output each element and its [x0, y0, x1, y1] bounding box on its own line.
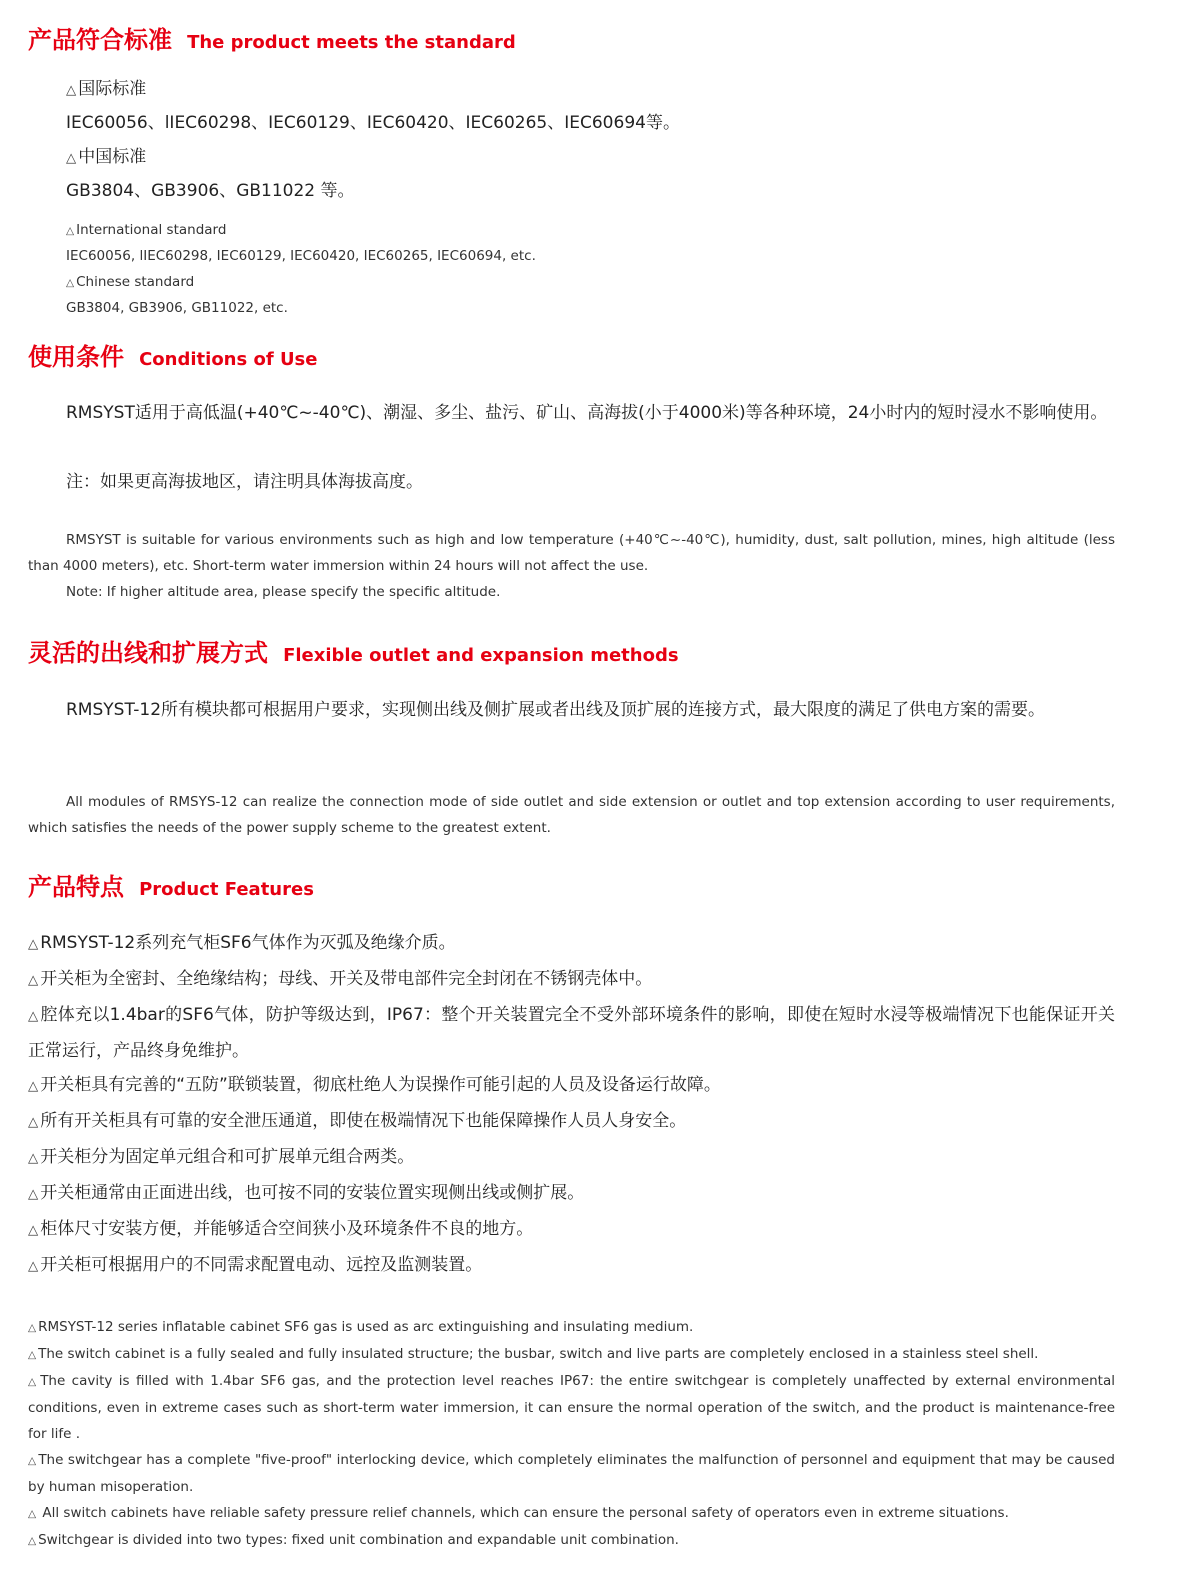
std-cn-line: △ 中国标准 [66, 147, 147, 167]
triangle-bullet-icon: △ [28, 1115, 39, 1130]
std-en-line: GB3804, GB3906, GB11022, etc. [66, 300, 288, 316]
triangle-bullet-icon: △ [28, 1508, 37, 1520]
conditions-cn-note: 注：如果更高海拔地区，请注明具体海拔高度。 [66, 472, 423, 492]
triangle-bullet-icon: △ [28, 1009, 39, 1024]
heading-en: Flexible outlet and expansion methods [283, 645, 679, 666]
triangle-bullet-icon: △ [28, 1535, 37, 1547]
triangle-bullet-icon: △ [28, 1187, 39, 1202]
conditions-en-paragraph: RMSYST is suitable for various environments such as high and low temperature (+40℃~-40℃), humidity, dust, salt pollution, mines, high altitude (less than 4000 meters), etc. Short-term water immersion within 24 hours will not affect the use. [28, 532, 1115, 574]
list-item: △ 开关柜为全密封、全绝缘结构；母线、开关及带电部件完全封闭在不锈钢壳体中。 [28, 969, 653, 989]
std-cn-line: △ 国际标准 [66, 79, 147, 99]
triangle-bullet-icon: △ [28, 1223, 39, 1238]
triangle-bullet-icon: △ [66, 151, 77, 166]
heading-cn: 产品特点 [28, 873, 124, 901]
std-en-line: △ International standard [66, 222, 227, 238]
heading-en: Conditions of Use [139, 349, 318, 370]
list-item: △ RMSYST-12 series inflatable cabinet SF6 gas is used as arc extinguishing and insulating medium. [28, 1319, 694, 1335]
list-item: △ RMSYST-12系列充气柜SF6气体作为灭弧及绝缘介质。 [28, 933, 456, 953]
section-features-heading [28, 871, 314, 906]
list-item: △ 开关柜可根据用户的不同需求配置电动、远控及监测装置。 [28, 1255, 483, 1275]
triangle-bullet-icon: △ [28, 1259, 39, 1274]
list-item: △ 腔体充以1.4bar的SF6气体，防护等级达到，IP67：整个开关装置完全不受外部环境条件的影响，即使在短时水浸等极端情况下也能保证开关正常运行，产品终身免维护。 [28, 1005, 1115, 1061]
list-item: △ 柜体尺寸安装方便，并能够适合空间狭小及环境条件不良的地方。 [28, 1219, 534, 1239]
std-cn-line: IEC60056、lIEC60298、IEC60129、IEC60420、IEC60265、IEC60694等。 [66, 113, 680, 133]
list-item: △ 开关柜具有完善的“五防”联锁装置，彻底杜绝人为误操作可能引起的人员及设备运行故障。 [28, 1075, 721, 1095]
features-en-list [28, 1314, 1115, 1554]
list-item: △ 开关柜分为固定单元组合和可扩展单元组合两类。 [28, 1147, 415, 1167]
list-item: △ The cavity is filled with 1.4bar SF6 gas, and the protection level reaches IP67: the entire switchgear is completely unaffected by external environmental conditions, even in extreme cases such as short-term water immersion, it can ensure the normal operation of the switch, and the product is maintenance-free for life . [28, 1373, 1116, 1442]
triangle-bullet-icon: △ [28, 1322, 37, 1334]
list-item: △ The switchgear has a complete "five-proof" interlocking device, which completely eliminates the malfunction of personnel and equipment that may be caused by human misoperation. [28, 1452, 1115, 1495]
heading-cn: 使用条件 [28, 343, 124, 371]
list-item: △ 开关柜通常由正面进出线，也可按不同的安装位置实现侧出线或侧扩展。 [28, 1183, 585, 1203]
std-cn-line: GB3804、GB3906、GB11022 等。 [66, 181, 355, 201]
std-en-line: IEC60056, lIEC60298, IEC60129, IEC60420, IEC60265, IEC60694, etc. [66, 248, 536, 264]
triangle-bullet-icon: △ [28, 1376, 39, 1388]
outlet-cn-paragraph: RMSYST-12所有模块都可根据用户要求，实现侧出线及侧扩展或者出线及顶扩展的连接方式，最大限度的满足了供电方案的需要。 [66, 700, 1046, 720]
heading-cn: 灵活的出线和扩展方式 [28, 639, 268, 667]
features-cn-list [28, 926, 1115, 1284]
triangle-bullet-icon: △ [28, 1079, 39, 1094]
triangle-bullet-icon: △ [28, 1151, 39, 1166]
list-item: △ The switch cabinet is a fully sealed and fully insulated structure; the busbar, switch and live parts are completely enclosed in a stainless steel shell. [28, 1346, 1039, 1362]
list-item: △ Switchgear is divided into two types: fixed unit combination and expandable unit combination. [28, 1532, 679, 1548]
std-en-line: △ Chinese standard [66, 274, 195, 290]
triangle-bullet-icon: △ [28, 973, 39, 988]
section-conditions-heading [28, 341, 317, 376]
triangle-bullet-icon: △ [66, 277, 75, 289]
section-standard-heading [28, 24, 516, 59]
list-item: △ 所有开关柜具有可靠的安全泄压通道，即使在极端情况下也能保障操作人员人身安全。 [28, 1111, 687, 1131]
conditions-cn-paragraph: RMSYST适用于高低温(+40℃~-40℃)、潮湿、多尘、盐污、矿山、高海拔(小于4000米)等各种环境，24小时内的短时浸水不影响使用。 [66, 403, 1108, 423]
heading-en: Product Features [139, 879, 314, 900]
section-outlet-heading [28, 637, 679, 672]
outlet-en-paragraph: All modules of RMSYS-12 can realize the connection mode of side outlet and side extension or outlet and top extension according to user requirements, which satisfies the needs of the power supply scheme to the greatest extent. [28, 794, 1115, 836]
triangle-bullet-icon: △ [66, 83, 77, 98]
heading-cn: 产品符合标准 [28, 26, 172, 54]
conditions-en-note: Note: If higher altitude area, please specify the specific altitude. [66, 584, 501, 600]
heading-en: The product meets the standard [187, 32, 516, 53]
triangle-bullet-icon: △ [28, 1349, 37, 1361]
triangle-bullet-icon: △ [28, 1455, 37, 1467]
triangle-bullet-icon: △ [66, 225, 75, 237]
triangle-bullet-icon: △ [28, 937, 39, 952]
list-item: △ All switch cabinets have reliable safety pressure relief channels, which can ensure the personal safety of operators even in extreme situations. [28, 1505, 1009, 1521]
